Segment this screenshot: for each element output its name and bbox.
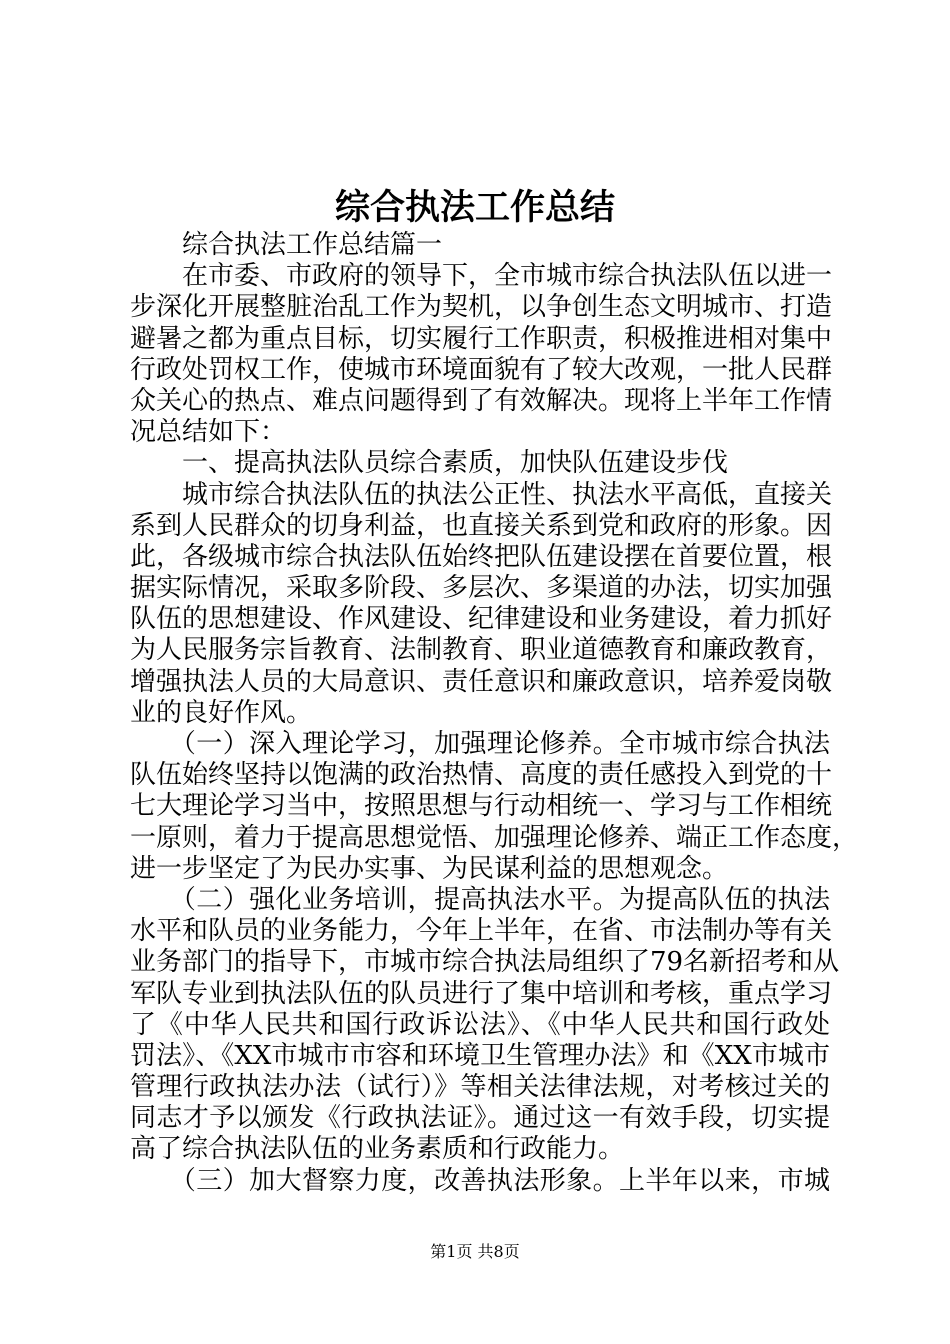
text-line: 据实际情况，采取多阶段、多层次、多渠道的办法，切实加强 [130, 573, 833, 604]
text-line: 队伍的思想建设、作风建设、纪律建设和业务建设，着力抓好 [130, 604, 833, 635]
text-line: 此，各级城市综合执法队伍始终把队伍建设摆在首要位置，根 [130, 541, 833, 572]
page-footer: 第1页 共8页 [430, 1242, 520, 1261]
text-line: 一原则，着力于提高思想觉悟、加强理论修养、端正工作态度， [130, 822, 859, 853]
text-line: 行政处罚权工作，使城市环境面貌有了较大改观，一批人民群 [130, 354, 833, 385]
text-line: 军队专业到执法队伍的队员进行了集中培训和考核，重点学习 [130, 978, 833, 1009]
text-line: （一）深入理论学习，加强理论修养。全市城市综合执法 [130, 729, 830, 759]
text-line: 为人民服务宗旨教育、法制教育、职业道德教育和廉政教育， [130, 635, 833, 666]
text-line: 罚法》、《XX市城市市容和环境卫生管理办法》和《XX市城市 [130, 1040, 830, 1071]
text-line: 队伍始终坚持以饱满的政治热情、高度的责任感投入到党的十 [130, 760, 833, 791]
text-line: 管理行政执法办法（试行）》等相关法律法规，对考核过关的 [130, 1072, 830, 1103]
text-line: 众关心的热点、难点问题得到了有效解决。现将上半年工作情 [130, 385, 833, 416]
text-line: 水平和队员的业务能力，今年上半年，在省、市法制办等有关 [130, 916, 833, 947]
text-line: （三）加大督察力度，改善执法形象。上半年以来，市城 [130, 1165, 830, 1196]
text-line: 业务部门的指导下，市城市综合执法局组织了79名新招考和从 [130, 947, 840, 978]
text-line: 在市委、市政府的领导下，全市城市综合执法队伍以进一 [130, 261, 833, 292]
document-body [130, 230, 859, 1197]
text-line: 七大理论学习当中，按照思想与行动相统一、学习与工作相统 [130, 791, 833, 822]
text-line: 步深化开展整脏治乱工作为契机，以争创生态文明城市、打造 [130, 292, 833, 323]
text-line: 避暑之都为重点目标，切实履行工作职责，积极推进相对集中 [130, 323, 833, 354]
text-line: 系到人民群众的切身利益，也直接关系到党和政府的形象。因 [130, 510, 833, 541]
text-line: （二）强化业务培训，提高执法水平。为提高队伍的执法 [130, 884, 830, 915]
text-line: 况总结如下： [130, 417, 287, 448]
text-line: 综合执法工作总结篇一 [130, 230, 443, 260]
text-line: 进一步坚定了为民办实事、为民谋利益的思想观念。 [130, 853, 729, 884]
text-line: 同志才予以颁发《行政执法证》。通过这一有效手段，切实提 [130, 1103, 830, 1134]
text-line: 业的良好作风。 [130, 697, 313, 728]
document-title: 综合执法工作总结 [334, 187, 615, 228]
text-line: 一、提高执法队员综合素质，加快队伍建设步伐 [130, 448, 729, 479]
text-line: 高了综合执法队伍的业务素质和行政能力。 [130, 1134, 625, 1165]
text-line: 增强执法人员的大局意识、责任意识和廉政意识，培养爱岗敬 [130, 666, 833, 697]
text-line: 城市综合执法队伍的执法公正性、执法水平高低，直接关 [130, 479, 833, 510]
text-line: 了《中华人民共和国行政诉讼法》、《中华人民共和国行政处 [130, 1009, 830, 1040]
